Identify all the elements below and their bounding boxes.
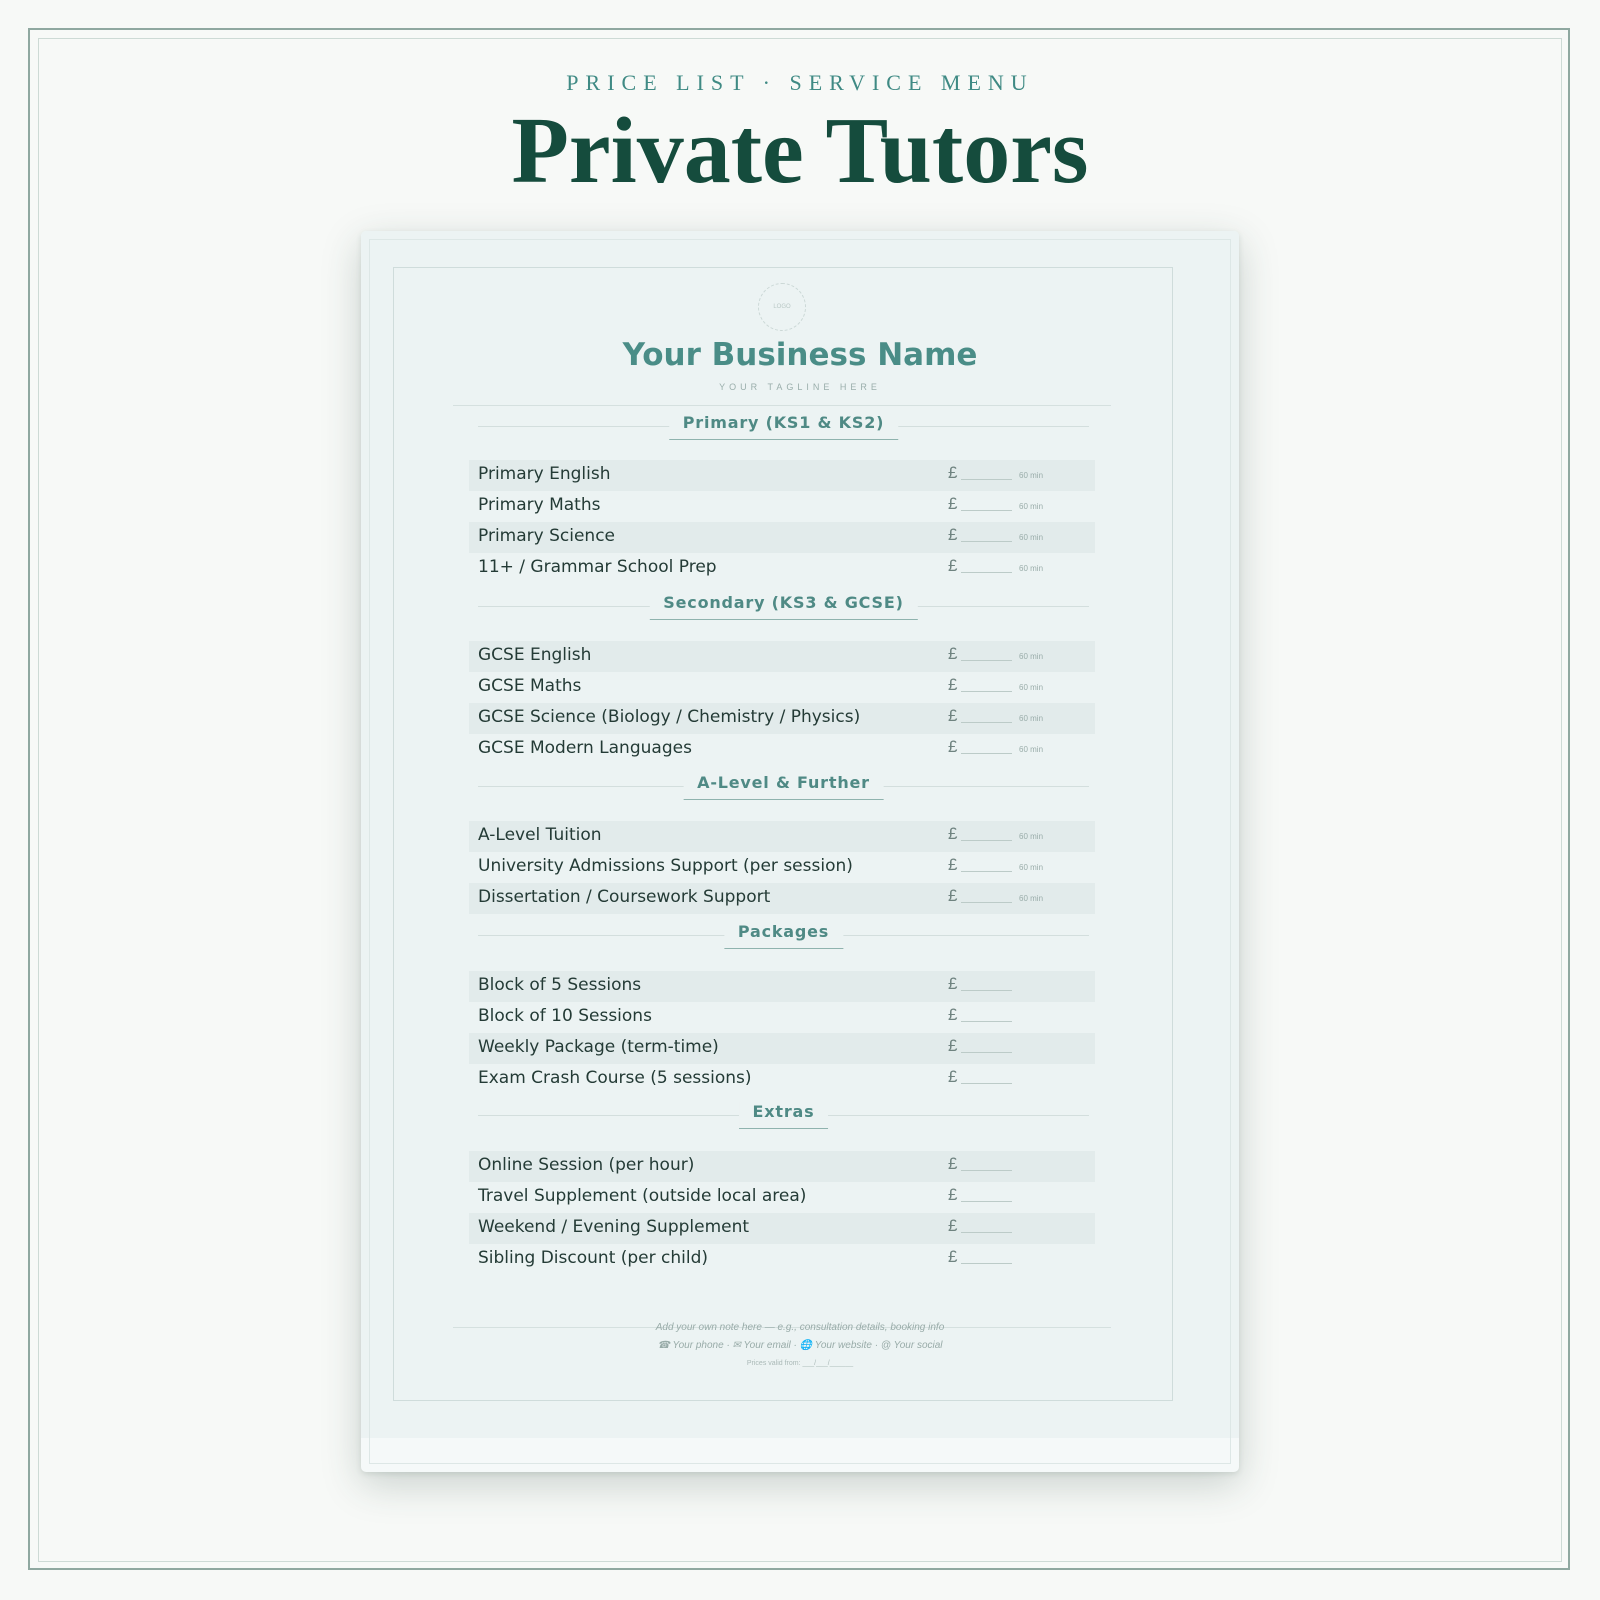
currency-symbol: £ — [948, 556, 958, 575]
currency-symbol: £ — [948, 494, 958, 513]
currency-symbol: £ — [948, 886, 958, 905]
tagline: YOUR TAGLINE HERE — [719, 382, 881, 392]
currency-symbol: £ — [948, 1005, 958, 1024]
footer-contact: ☎ Your phone · ✉ Your email · 🌐 Your website · @ Your social — [657, 1340, 943, 1351]
session-duration: 60 min — [1019, 745, 1044, 754]
business-name: Your Business Name — [622, 337, 978, 373]
service-name: Primary English — [478, 464, 611, 484]
currency-symbol: £ — [948, 706, 958, 725]
section-title: Primary (KS1 & KS2) — [669, 413, 899, 440]
session-duration: 60 min — [1019, 471, 1044, 480]
session-duration: 60 min — [1019, 863, 1044, 872]
card-border — [369, 239, 1231, 1464]
session-duration: 60 min — [1019, 894, 1044, 903]
service-name: A-Level Tuition — [478, 825, 602, 845]
logo-placeholder: LOGO — [758, 283, 806, 331]
service-name: Weekly Package (term-time) — [478, 1037, 719, 1057]
service-name: University Admissions Support (per session) — [478, 856, 853, 876]
session-duration: 60 min — [1019, 683, 1044, 692]
session-duration: 60 min — [1019, 564, 1044, 573]
service-name: Primary Maths — [478, 495, 601, 515]
section-title: Extras — [739, 1102, 829, 1129]
service-name: 11+ / Grammar School Prep — [478, 557, 717, 577]
page-title: Private Tutors — [511, 99, 1089, 203]
service-name: GCSE Modern Languages — [478, 738, 692, 758]
price-list-card — [361, 231, 1239, 1472]
currency-symbol: £ — [948, 1216, 958, 1235]
section-title: Packages — [724, 922, 843, 949]
session-duration: 60 min — [1019, 652, 1044, 661]
section-title: A-Level & Further — [683, 773, 884, 800]
service-name: Dissertation / Coursework Support — [478, 887, 771, 907]
currency-symbol: £ — [948, 855, 958, 874]
currency-symbol: £ — [948, 1154, 958, 1173]
currency-symbol: £ — [948, 737, 958, 756]
session-duration: 60 min — [1019, 714, 1044, 723]
service-name: Primary Science — [478, 526, 615, 546]
currency-symbol: £ — [948, 1247, 958, 1266]
currency-symbol: £ — [948, 1036, 958, 1055]
service-name: Block of 5 Sessions — [478, 975, 642, 995]
footer-valid-date: Prices valid from: ___/___/______ — [746, 1360, 854, 1367]
currency-symbol: £ — [948, 1067, 958, 1086]
kicker-text: PRICE LIST · SERVICE MENU — [566, 70, 1034, 95]
currency-symbol: £ — [948, 463, 958, 482]
session-duration: 60 min — [1019, 533, 1044, 542]
service-name: Block of 10 Sessions — [478, 1006, 652, 1026]
section-title: Secondary (KS3 & GCSE) — [649, 593, 917, 620]
service-name: Sibling Discount (per child) — [478, 1248, 709, 1268]
service-name: Online Session (per hour) — [478, 1155, 695, 1175]
service-name: GCSE Maths — [478, 676, 582, 696]
service-name: Travel Supplement (outside local area) — [478, 1186, 807, 1206]
currency-symbol: £ — [948, 525, 958, 544]
currency-symbol: £ — [948, 974, 958, 993]
service-name: GCSE Science (Biology / Chemistry / Physics) — [478, 707, 861, 727]
currency-symbol: £ — [948, 1185, 958, 1204]
footer-note: Add your own note here — e.g., consultation details, booking info — [655, 1322, 945, 1333]
session-duration: 60 min — [1019, 832, 1044, 841]
session-duration: 60 min — [1019, 502, 1044, 511]
currency-symbol: £ — [948, 675, 958, 694]
currency-symbol: £ — [948, 644, 958, 663]
service-name: Weekend / Evening Supplement — [478, 1217, 750, 1237]
service-name: GCSE English — [478, 645, 592, 665]
service-name: Exam Crash Course (5 sessions) — [478, 1068, 752, 1088]
currency-symbol: £ — [948, 824, 958, 843]
